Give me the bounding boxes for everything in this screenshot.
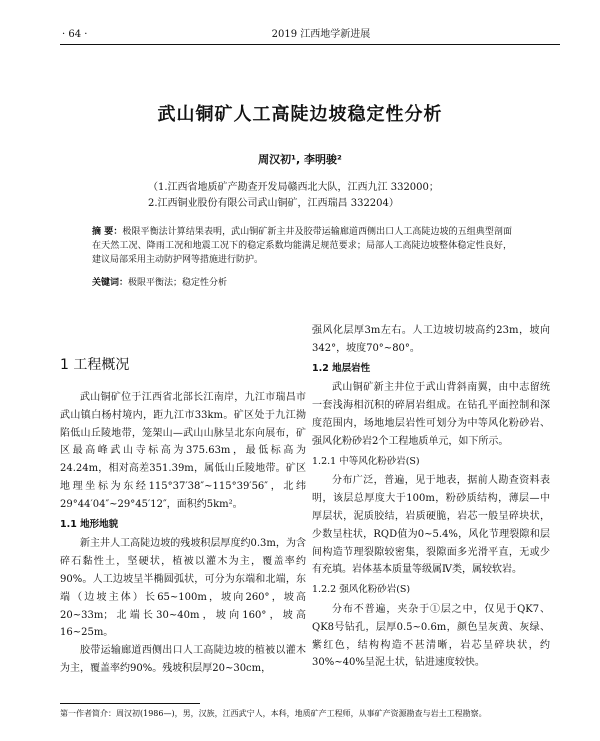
keywords-label: 关键词： bbox=[92, 278, 129, 288]
abstract-label: 摘 要： bbox=[92, 227, 123, 237]
subsection-heading-1-1: 1.1 地形地貌 bbox=[60, 518, 119, 530]
paper-title: 武山铜矿人工高陡边坡稳定性分析 bbox=[157, 104, 443, 125]
subsection-heading-1-2: 1.2 地层岩性 bbox=[312, 362, 371, 374]
abstract bbox=[92, 225, 512, 267]
paragraph-moderately-weathered: 分布广泛，普遍，见于地表，据前人勘查资料表明，该层总厚度大于100m，粉砂质结构，薄层—中厚层状，泥质胶结，岩质硬脆，岩芯一般呈碎块状，少数呈柱状，RQD值为0~5.4%，风化节理裂隙和层间构造节理裂隙较密集，裂隙面多光滑平直，无或少有充填。岩体基本质量等级属Ⅳ类，属较软岩。 bbox=[312, 475, 550, 576]
subsection-heading-1-2-2: 1.2.2 强风化粉砂岩(S) bbox=[312, 584, 411, 596]
keywords bbox=[92, 275, 227, 288]
paragraph-strongly-weathered: 分布不普遍，夹杂于①层之中，仅见于QK7、QK8号钻孔，层厚0.5~0.6m，颜色呈灰黄、灰绿、紫红色，结构构造不甚清晰，岩芯呈碎块状，约30%~40%呈泥土状，钻进速度较快。 bbox=[312, 603, 550, 669]
paragraph-topography: 新主井人工高陡边坡的残坡积层厚度约0.3m，为含碎石黏性土，坚硬状，植被以灌木为主，覆盖率约90%。人工边坡呈半椭圆弧状，可分为东端和北端，东端（边坡主体）长65~100m，坡向260°，坡高20~33m；北端长30~40m，坡向160°，坡高16~25m。 bbox=[60, 538, 306, 639]
header-divider bbox=[60, 44, 560, 45]
paragraph-continued: 强风化层厚3m左右。人工边坡切坡高约23m，坡向342°，坡度70°~80°。 bbox=[312, 325, 550, 354]
left-column bbox=[60, 355, 306, 678]
affiliation-1: （1.江西省地质矿产勘查开发局赣西北大队，江西九江 332000； bbox=[148, 182, 439, 193]
paragraph-corridor-slope: 胶带运输廊道西侧出口人工高陡边坡的植被以灌木为主，覆盖率约90%。残坡积层厚20~30cm， bbox=[60, 645, 306, 674]
page-header bbox=[62, 24, 560, 40]
footnote-divider bbox=[60, 703, 200, 704]
page-number: · 64 · bbox=[62, 29, 88, 40]
paragraph-lithology: 武山铜矿新主井位于武山背斜南翼，由中志留统一套浅海相沉积的碎屑岩组成。在钻孔平面控制和深度范围内，场地地层岩性可划分为中等风化粉砂岩、强风化粉砂岩2个工程地质单元，如下所示。 bbox=[312, 382, 550, 447]
section-heading-1: 1 工程概况 bbox=[60, 357, 130, 373]
journal-name: 2019 江西地学新进展 bbox=[271, 29, 371, 40]
author-footnote: 第一作者简介：周汉初(1986—)，男，汉族，江西武宁人，本科，地质矿产工程师，从事矿产资源勘查与岩土工程勘察。 bbox=[60, 709, 487, 718]
affiliation-2: 2.江西铜业股份有限公司武山铜矿，江西瑞昌 332204） bbox=[148, 198, 399, 209]
right-column bbox=[312, 322, 550, 672]
keywords-text: 极限平衡法；稳定性分析 bbox=[128, 278, 228, 288]
subsection-heading-1-2-1: 1.2.1 中等风化粉砂岩(S) bbox=[312, 455, 420, 467]
author-list: 周汉初¹, 李明骏² bbox=[258, 153, 342, 166]
abstract-text: 极限平衡法计算结果表明，武山铜矿新主井及胶带运输廊道西侧出口人工高陡边坡的五组典型剖面在天然工况、降雨工况和地震工况下的稳定系数均能满足规范要求；局部人工高陡边坡整体稳定性良好，建议局部采用主动防护网等措施进行防护。 bbox=[92, 227, 512, 265]
paragraph-overview: 武山铜矿位于江西省北部长江南岸，九江市瑞昌市武山镇白杨村境内，距九江市33km。矿区处于九江拗陷低山丘陵地带，笼架山—武山山脉呈北东向展布，矿区最高峰武山寺标高为375.63m，最低标高为24.24m，相对高差351.39m，属低山丘陵地带。矿区地理坐标为东经115°37′38″~115°39′56″，北纬29°44′04″~29°45′12″，面积约5km²。 bbox=[60, 392, 306, 510]
